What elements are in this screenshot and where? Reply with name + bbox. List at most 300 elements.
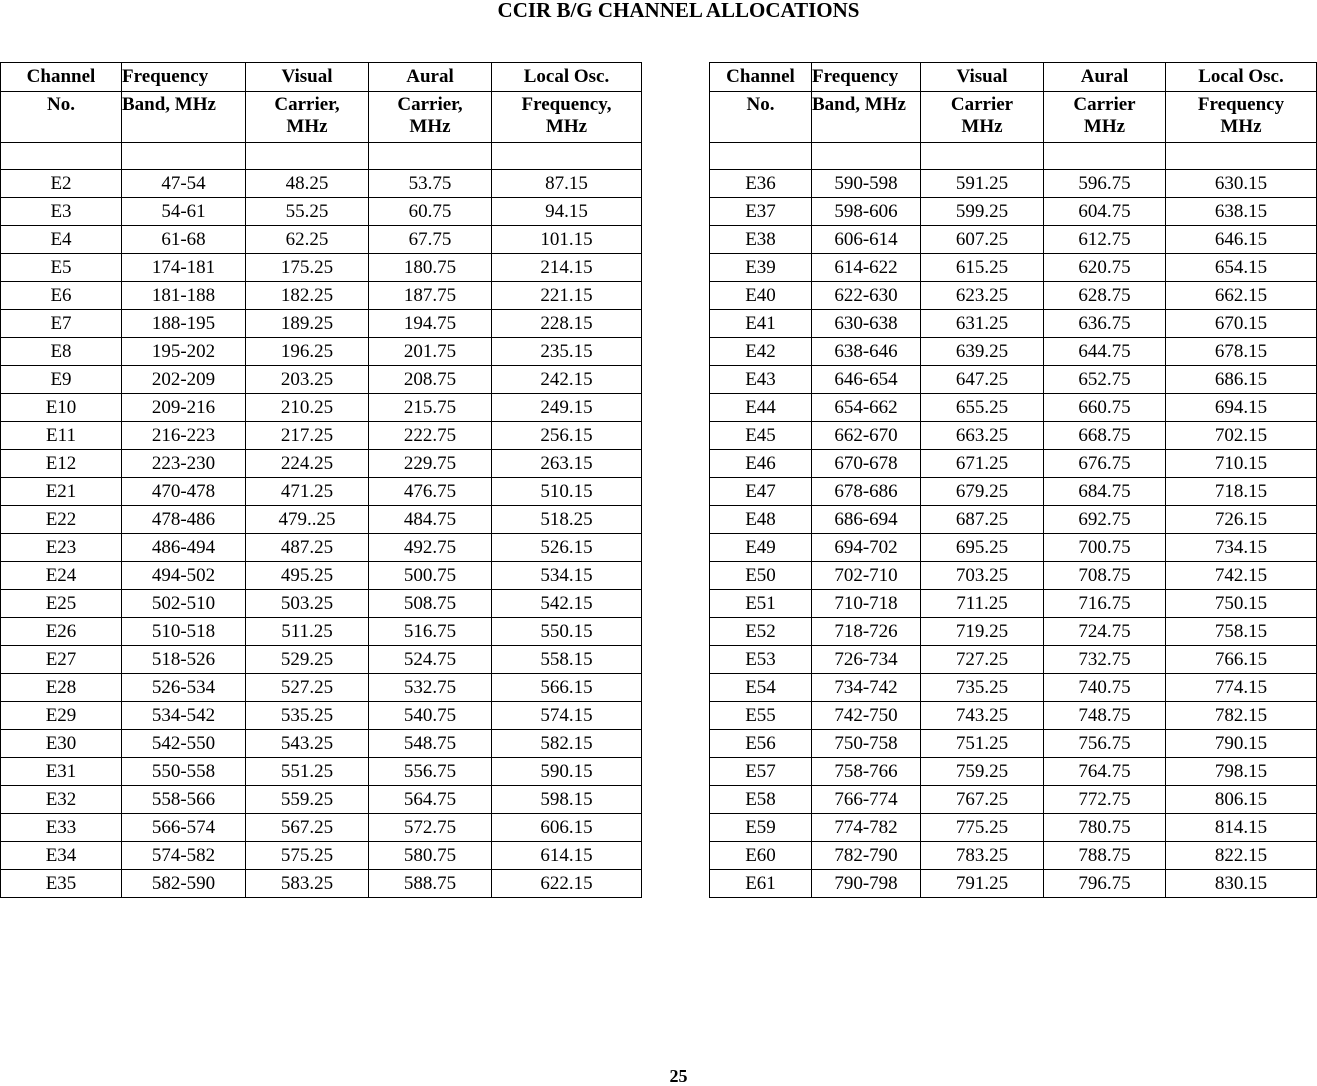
table-cell: 700.75 (1044, 534, 1166, 562)
table-cell: 748.75 (1044, 702, 1166, 730)
header-cell: Visual (246, 63, 369, 92)
table-cell: E51 (710, 590, 812, 618)
table-row (1, 590, 1317, 618)
table-cell: E42 (710, 338, 812, 366)
table-cell: 606.15 (492, 814, 642, 842)
table-cell: 510-518 (122, 618, 246, 646)
table-cell: 630-638 (812, 310, 921, 338)
table-cell: E45 (710, 422, 812, 450)
table-cell: 612.75 (1044, 226, 1166, 254)
empty-cell (122, 143, 246, 170)
table-row (1, 758, 1317, 786)
table-cell: 671.25 (921, 450, 1044, 478)
page-number: 25 (669, 1066, 688, 1086)
table-cell: 678-686 (812, 478, 921, 506)
table-row (1, 618, 1317, 646)
empty-cell (1044, 143, 1166, 170)
table-cell: 495.25 (246, 562, 369, 590)
gap-cell (642, 422, 710, 450)
table-cell: 766.15 (1166, 646, 1317, 674)
blank-row (1, 143, 1317, 170)
empty-cell (492, 143, 642, 170)
header-cell: Carrier, MHz (246, 92, 369, 143)
table-cell: 615.25 (921, 254, 1044, 282)
table-cell: 572.75 (369, 814, 492, 842)
table-cell: 686-694 (812, 506, 921, 534)
table-cell: 710.15 (1166, 450, 1317, 478)
table-cell: 583.25 (246, 870, 369, 898)
table-cell: 638.15 (1166, 198, 1317, 226)
table-cell: 61-68 (122, 226, 246, 254)
table-cell: 686.15 (1166, 366, 1317, 394)
table-cell: 735.25 (921, 674, 1044, 702)
table-cell: 526-534 (122, 674, 246, 702)
table-cell: 582-590 (122, 870, 246, 898)
table-cell: 55.25 (246, 198, 369, 226)
page-title: CCIR B/G CHANNEL ALLOCATIONS (497, 0, 860, 22)
table-cell: 679.25 (921, 478, 1044, 506)
table-cell: 644.75 (1044, 338, 1166, 366)
table-cell: 756.75 (1044, 730, 1166, 758)
table-cell: 500.75 (369, 562, 492, 590)
header-cell: Frequency (812, 63, 921, 92)
gap-cell (642, 870, 710, 898)
table-cell: 202-209 (122, 366, 246, 394)
table-cell: 54-61 (122, 198, 246, 226)
gap-cell (642, 814, 710, 842)
gap-cell (642, 282, 710, 310)
header-cell: Channel (1, 63, 122, 92)
table-cell: 734-742 (812, 674, 921, 702)
table-cell: 188-195 (122, 310, 246, 338)
table-cell: 758.15 (1166, 618, 1317, 646)
table-cell: 228.15 (492, 310, 642, 338)
table-cell: E2 (1, 170, 122, 198)
table-cell: E6 (1, 282, 122, 310)
table-row (1, 310, 1317, 338)
table-cell: 764.75 (1044, 758, 1166, 786)
table-cell: 518.25 (492, 506, 642, 534)
gap-cell (642, 92, 710, 143)
table-cell: 716.75 (1044, 590, 1166, 618)
table-cell: 476.75 (369, 478, 492, 506)
gap-cell (642, 842, 710, 870)
table-cell: 766-774 (812, 786, 921, 814)
empty-cell (369, 143, 492, 170)
gap-cell (642, 450, 710, 478)
table-cell: 526.15 (492, 534, 642, 562)
table-row (1, 786, 1317, 814)
table-cell: 796.75 (1044, 870, 1166, 898)
table-cell: 660.75 (1044, 394, 1166, 422)
table-cell: 822.15 (1166, 842, 1317, 870)
table-cell: E10 (1, 394, 122, 422)
gap-cell (642, 170, 710, 198)
header-row-2 (1, 92, 1317, 143)
table-cell: 180.75 (369, 254, 492, 282)
table-cell: 718-726 (812, 618, 921, 646)
table-cell: E40 (710, 282, 812, 310)
table-row (1, 870, 1317, 898)
table-cell: 510.15 (492, 478, 642, 506)
header-cell: Local Osc. (492, 63, 642, 92)
table-cell: E21 (1, 478, 122, 506)
table-cell: 791.25 (921, 870, 1044, 898)
table-cell: 734.15 (1166, 534, 1317, 562)
table-cell: 574.15 (492, 702, 642, 730)
table-cell: 210.25 (246, 394, 369, 422)
table-cell: 708.75 (1044, 562, 1166, 590)
table-cell: E35 (1, 870, 122, 898)
table-cell: 790.15 (1166, 730, 1317, 758)
table-cell: 655.25 (921, 394, 1044, 422)
table-cell: 694-702 (812, 534, 921, 562)
table-cell: E38 (710, 226, 812, 254)
header-cell: Frequency (122, 63, 246, 92)
table-cell: 588.75 (369, 870, 492, 898)
table-cell: 727.25 (921, 646, 1044, 674)
gap-cell (642, 590, 710, 618)
empty-cell (246, 143, 369, 170)
table-cell: E8 (1, 338, 122, 366)
table-cell: E48 (710, 506, 812, 534)
table-cell: 702.15 (1166, 422, 1317, 450)
table-cell: 743.25 (921, 702, 1044, 730)
table-cell: E23 (1, 534, 122, 562)
table-cell: 542.15 (492, 590, 642, 618)
table-cell: E59 (710, 814, 812, 842)
table-cell: 47-54 (122, 170, 246, 198)
table-cell: 590.15 (492, 758, 642, 786)
table-row (1, 254, 1317, 282)
table-cell: 740.75 (1044, 674, 1166, 702)
table-cell: 559.25 (246, 786, 369, 814)
header-cell: No. (1, 92, 122, 143)
table-row (1, 506, 1317, 534)
table-cell: 830.15 (1166, 870, 1317, 898)
header-cell: Frequency MHz (1166, 92, 1317, 143)
table-cell: E30 (1, 730, 122, 758)
gap-cell (642, 506, 710, 534)
empty-cell (710, 143, 812, 170)
table-row (1, 226, 1317, 254)
table-row (1, 422, 1317, 450)
table-cell: 503.25 (246, 590, 369, 618)
table-cell: 87.15 (492, 170, 642, 198)
table-cell: E54 (710, 674, 812, 702)
header-cell: Band, MHz (812, 92, 921, 143)
table-cell: 662.15 (1166, 282, 1317, 310)
table-cell: 590-598 (812, 170, 921, 198)
table-cell: 775.25 (921, 814, 1044, 842)
table-row (1, 814, 1317, 842)
header-cell: Visual (921, 63, 1044, 92)
table-cell: 780.75 (1044, 814, 1166, 842)
table-cell: 726.15 (1166, 506, 1317, 534)
table-cell: 229.75 (369, 450, 492, 478)
table-cell: 48.25 (246, 170, 369, 198)
table-cell: 201.75 (369, 338, 492, 366)
table-cell: 508.75 (369, 590, 492, 618)
table-cell: 596.75 (1044, 170, 1166, 198)
table-row (1, 842, 1317, 870)
table-cell: E41 (710, 310, 812, 338)
table-row (1, 702, 1317, 730)
table-cell: 742.15 (1166, 562, 1317, 590)
table-cell: 638-646 (812, 338, 921, 366)
table-cell: 471.25 (246, 478, 369, 506)
table-cell: 209-216 (122, 394, 246, 422)
table-cell: 607.25 (921, 226, 1044, 254)
table-cell: 217.25 (246, 422, 369, 450)
table-cell: 742-750 (812, 702, 921, 730)
table-cell: 695.25 (921, 534, 1044, 562)
table-cell: E28 (1, 674, 122, 702)
table-cell: E32 (1, 786, 122, 814)
table-cell: 758-766 (812, 758, 921, 786)
table-row (1, 562, 1317, 590)
table-cell: 614.15 (492, 842, 642, 870)
table-cell: 622-630 (812, 282, 921, 310)
table-body (1, 63, 1317, 898)
table-cell: E46 (710, 450, 812, 478)
table-cell: 719.25 (921, 618, 1044, 646)
gap-cell (642, 338, 710, 366)
table-cell: 732.75 (1044, 646, 1166, 674)
table-row (1, 730, 1317, 758)
table-cell: 606-614 (812, 226, 921, 254)
header-cell: No. (710, 92, 812, 143)
table-cell: 726-734 (812, 646, 921, 674)
header-row-1 (1, 63, 1317, 92)
gap-cell (642, 618, 710, 646)
gap-cell (642, 63, 710, 92)
table-cell: 692.75 (1044, 506, 1166, 534)
gap-cell (642, 674, 710, 702)
gap-cell (642, 198, 710, 226)
table-row (1, 646, 1317, 674)
gap-cell (642, 534, 710, 562)
table-cell: E9 (1, 366, 122, 394)
table-cell: 484.75 (369, 506, 492, 534)
table-cell: 249.15 (492, 394, 642, 422)
table-cell: E55 (710, 702, 812, 730)
table-cell: 564.75 (369, 786, 492, 814)
table-cell: 814.15 (1166, 814, 1317, 842)
table-cell: 622.15 (492, 870, 642, 898)
table-cell: E34 (1, 842, 122, 870)
table-cell: E26 (1, 618, 122, 646)
table-cell: 774.15 (1166, 674, 1317, 702)
table-cell: 639.25 (921, 338, 1044, 366)
table-cell: 187.75 (369, 282, 492, 310)
table-cell: 782-790 (812, 842, 921, 870)
table-cell: 646.15 (1166, 226, 1317, 254)
table-cell: E5 (1, 254, 122, 282)
table-cell: 196.25 (246, 338, 369, 366)
table-cell: E58 (710, 786, 812, 814)
table-cell: 478-486 (122, 506, 246, 534)
table-cell: 492.75 (369, 534, 492, 562)
empty-cell (812, 143, 921, 170)
empty-cell (921, 143, 1044, 170)
table-cell: 502-510 (122, 590, 246, 618)
table-cell: E22 (1, 506, 122, 534)
table-cell: 215.75 (369, 394, 492, 422)
table-cell: 486-494 (122, 534, 246, 562)
table-cell: 551.25 (246, 758, 369, 786)
table-row (1, 338, 1317, 366)
table-cell: E57 (710, 758, 812, 786)
table-cell: 527.25 (246, 674, 369, 702)
table-cell: E31 (1, 758, 122, 786)
table-cell: 532.75 (369, 674, 492, 702)
table-cell: 598.15 (492, 786, 642, 814)
table-cell: E7 (1, 310, 122, 338)
table-cell: 263.15 (492, 450, 642, 478)
table-cell: 772.75 (1044, 786, 1166, 814)
table-cell: 518-526 (122, 646, 246, 674)
table-cell: 774-782 (812, 814, 921, 842)
table-cell: E61 (710, 870, 812, 898)
header-cell: Carrier, MHz (369, 92, 492, 143)
table-cell: E44 (710, 394, 812, 422)
table-cell: 566-574 (122, 814, 246, 842)
gap-cell (642, 786, 710, 814)
table-cell: 684.75 (1044, 478, 1166, 506)
table-cell: 702-710 (812, 562, 921, 590)
table-cell: 540.75 (369, 702, 492, 730)
table-cell: 663.25 (921, 422, 1044, 450)
table-cell: 516.75 (369, 618, 492, 646)
table-cell: 558-566 (122, 786, 246, 814)
table-cell: 636.75 (1044, 310, 1166, 338)
table-row (1, 282, 1317, 310)
table-cell: 216-223 (122, 422, 246, 450)
table-cell: 567.25 (246, 814, 369, 842)
gap-cell (642, 366, 710, 394)
table-cell: 782.15 (1166, 702, 1317, 730)
table-cell: 647.25 (921, 366, 1044, 394)
table-cell: 575.25 (246, 842, 369, 870)
table-cell: 646-654 (812, 366, 921, 394)
table-cell: E53 (710, 646, 812, 674)
table-cell: 668.75 (1044, 422, 1166, 450)
table-cell: E29 (1, 702, 122, 730)
table-cell: E4 (1, 226, 122, 254)
table-cell: 628.75 (1044, 282, 1166, 310)
table-cell: 214.15 (492, 254, 642, 282)
header-cell: Aural (369, 63, 492, 92)
table-cell: 203.25 (246, 366, 369, 394)
table-cell: 208.75 (369, 366, 492, 394)
table-cell: 542-550 (122, 730, 246, 758)
table-cell: E27 (1, 646, 122, 674)
table-cell: 534-542 (122, 702, 246, 730)
table-cell: 788.75 (1044, 842, 1166, 870)
table-cell: 182.25 (246, 282, 369, 310)
empty-cell (1, 143, 122, 170)
table-cell: 470-478 (122, 478, 246, 506)
gap-cell (642, 562, 710, 590)
table-cell: 529.25 (246, 646, 369, 674)
table-cell: 175.25 (246, 254, 369, 282)
table-cell: 256.15 (492, 422, 642, 450)
gap-cell (642, 758, 710, 786)
table-cell: 534.15 (492, 562, 642, 590)
table-cell: E49 (710, 534, 812, 562)
table-cell: 724.75 (1044, 618, 1166, 646)
table-cell: 654-662 (812, 394, 921, 422)
table-cell: 181-188 (122, 282, 246, 310)
header-cell: Local Osc. (1166, 63, 1317, 92)
table-cell: 703.25 (921, 562, 1044, 590)
table-cell: 548.75 (369, 730, 492, 758)
header-cell: Carrier MHz (1044, 92, 1166, 143)
table-cell: 582.15 (492, 730, 642, 758)
table-cell: 224.25 (246, 450, 369, 478)
channel-allocation-table (0, 62, 1317, 898)
gap-cell (642, 143, 710, 170)
table-row (1, 198, 1317, 226)
table-cell: E43 (710, 366, 812, 394)
header-cell: Frequency, MHz (492, 92, 642, 143)
table-cell: E3 (1, 198, 122, 226)
table-cell: 614-622 (812, 254, 921, 282)
table-row (1, 534, 1317, 562)
header-cell: Channel (710, 63, 812, 92)
table-cell: 222.75 (369, 422, 492, 450)
table-cell: 189.25 (246, 310, 369, 338)
table-cell: 750.15 (1166, 590, 1317, 618)
table-cell: E47 (710, 478, 812, 506)
table-cell: 556.75 (369, 758, 492, 786)
table-cell: 711.25 (921, 590, 1044, 618)
empty-cell (1166, 143, 1317, 170)
table-cell: 620.75 (1044, 254, 1166, 282)
table-cell: 718.15 (1166, 478, 1317, 506)
table-cell: 535.25 (246, 702, 369, 730)
table-cell: 662-670 (812, 422, 921, 450)
table-cell: 599.25 (921, 198, 1044, 226)
table-cell: 604.75 (1044, 198, 1166, 226)
table-cell: 94.15 (492, 198, 642, 226)
table-cell: 751.25 (921, 730, 1044, 758)
gap-cell (642, 254, 710, 282)
table-cell: 783.25 (921, 842, 1044, 870)
table-cell: 678.15 (1166, 338, 1317, 366)
table-cell: E50 (710, 562, 812, 590)
table-cell: 53.75 (369, 170, 492, 198)
table-cell: 631.25 (921, 310, 1044, 338)
table-cell: E56 (710, 730, 812, 758)
table-cell: 710-718 (812, 590, 921, 618)
table-cell: 494-502 (122, 562, 246, 590)
gap-cell (642, 730, 710, 758)
table-cell: E33 (1, 814, 122, 842)
gap-cell (642, 226, 710, 254)
table-cell: 487.25 (246, 534, 369, 562)
table-row (1, 170, 1317, 198)
table-row (1, 674, 1317, 702)
gap-cell (642, 394, 710, 422)
table-cell: E60 (710, 842, 812, 870)
table-cell: 550.15 (492, 618, 642, 646)
table-cell: 767.25 (921, 786, 1044, 814)
table-cell: E12 (1, 450, 122, 478)
table-cell: 524.75 (369, 646, 492, 674)
table-cell: E39 (710, 254, 812, 282)
